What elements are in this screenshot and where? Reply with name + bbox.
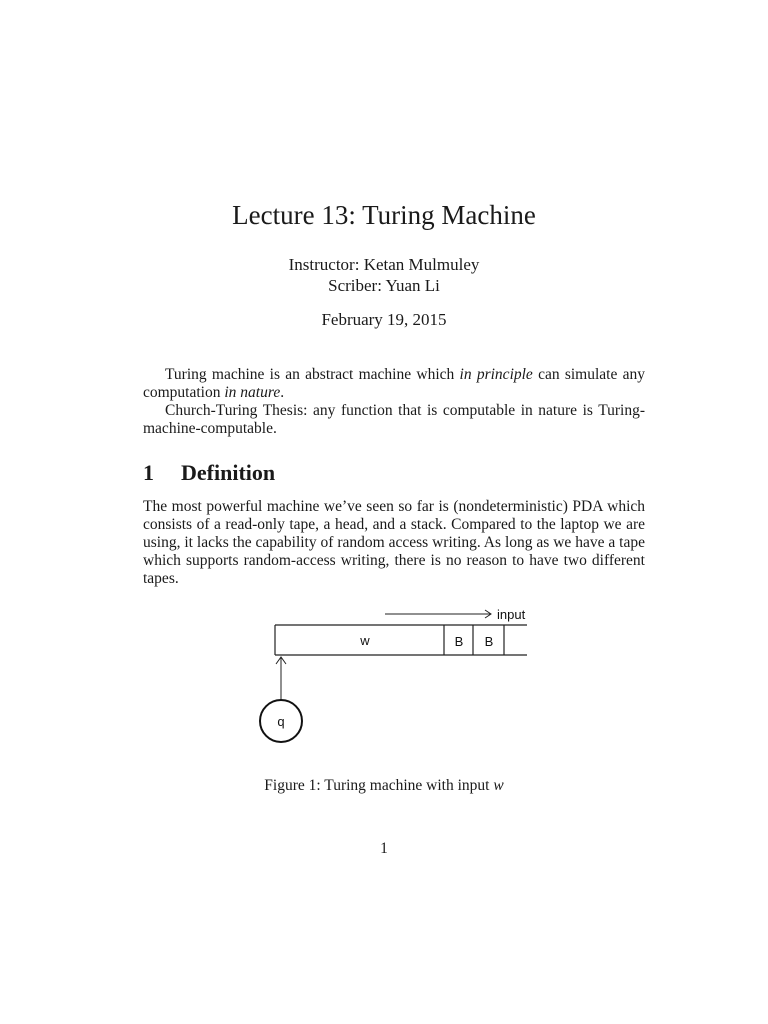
intro-paragraph-1 bbox=[143, 366, 645, 402]
tape-blank-cell-2: B bbox=[484, 634, 494, 649]
paper-title: Lecture 13: Turing Machine bbox=[232, 200, 536, 230]
state-label: q bbox=[277, 714, 285, 729]
instructor-line: Instructor: Ketan Mulmuley bbox=[288, 255, 480, 274]
caption-text: Figure 1: Turing machine with input bbox=[264, 777, 494, 794]
intro-emphasis-nature: in nature bbox=[224, 384, 281, 401]
section-heading-definition bbox=[143, 460, 275, 486]
turing-machine-figure bbox=[255, 600, 545, 760]
definition-paragraph: The most powerful machine we’ve seen so far is (nondeterministic) PDA which consists of a read-only tape, a head, and a stack. Compared to the laptop we are using, it lacks the capability of random access writing. As long as we have a tape which supports random-access writing, there is no reason to have two different tapes. bbox=[143, 498, 645, 587]
page-number: 1 bbox=[380, 840, 388, 857]
intro-text-b: can simulate any computation bbox=[143, 366, 646, 401]
input-arrow-label: input bbox=[497, 607, 526, 622]
tape-input-symbol: w bbox=[360, 633, 370, 648]
tape-blank-cell-1: B bbox=[454, 634, 464, 649]
intro-emphasis-principle: in principle bbox=[459, 366, 533, 383]
intro-text-c: . bbox=[280, 384, 285, 401]
intro-text-a: Turing machine is an abstract machine which bbox=[165, 366, 460, 383]
figure-caption bbox=[0, 777, 768, 795]
lecture-date: February 19, 2015 bbox=[321, 310, 447, 329]
scriber-line: Scriber: Yuan Li bbox=[328, 276, 440, 295]
intro-paragraph-2: Church-Turing Thesis: any function that is computable in nature is Turing-machine-computable. bbox=[143, 402, 645, 437]
section-title: Definition bbox=[181, 460, 276, 485]
section-number: 1 bbox=[143, 460, 154, 485]
caption-variable: w bbox=[493, 777, 504, 794]
